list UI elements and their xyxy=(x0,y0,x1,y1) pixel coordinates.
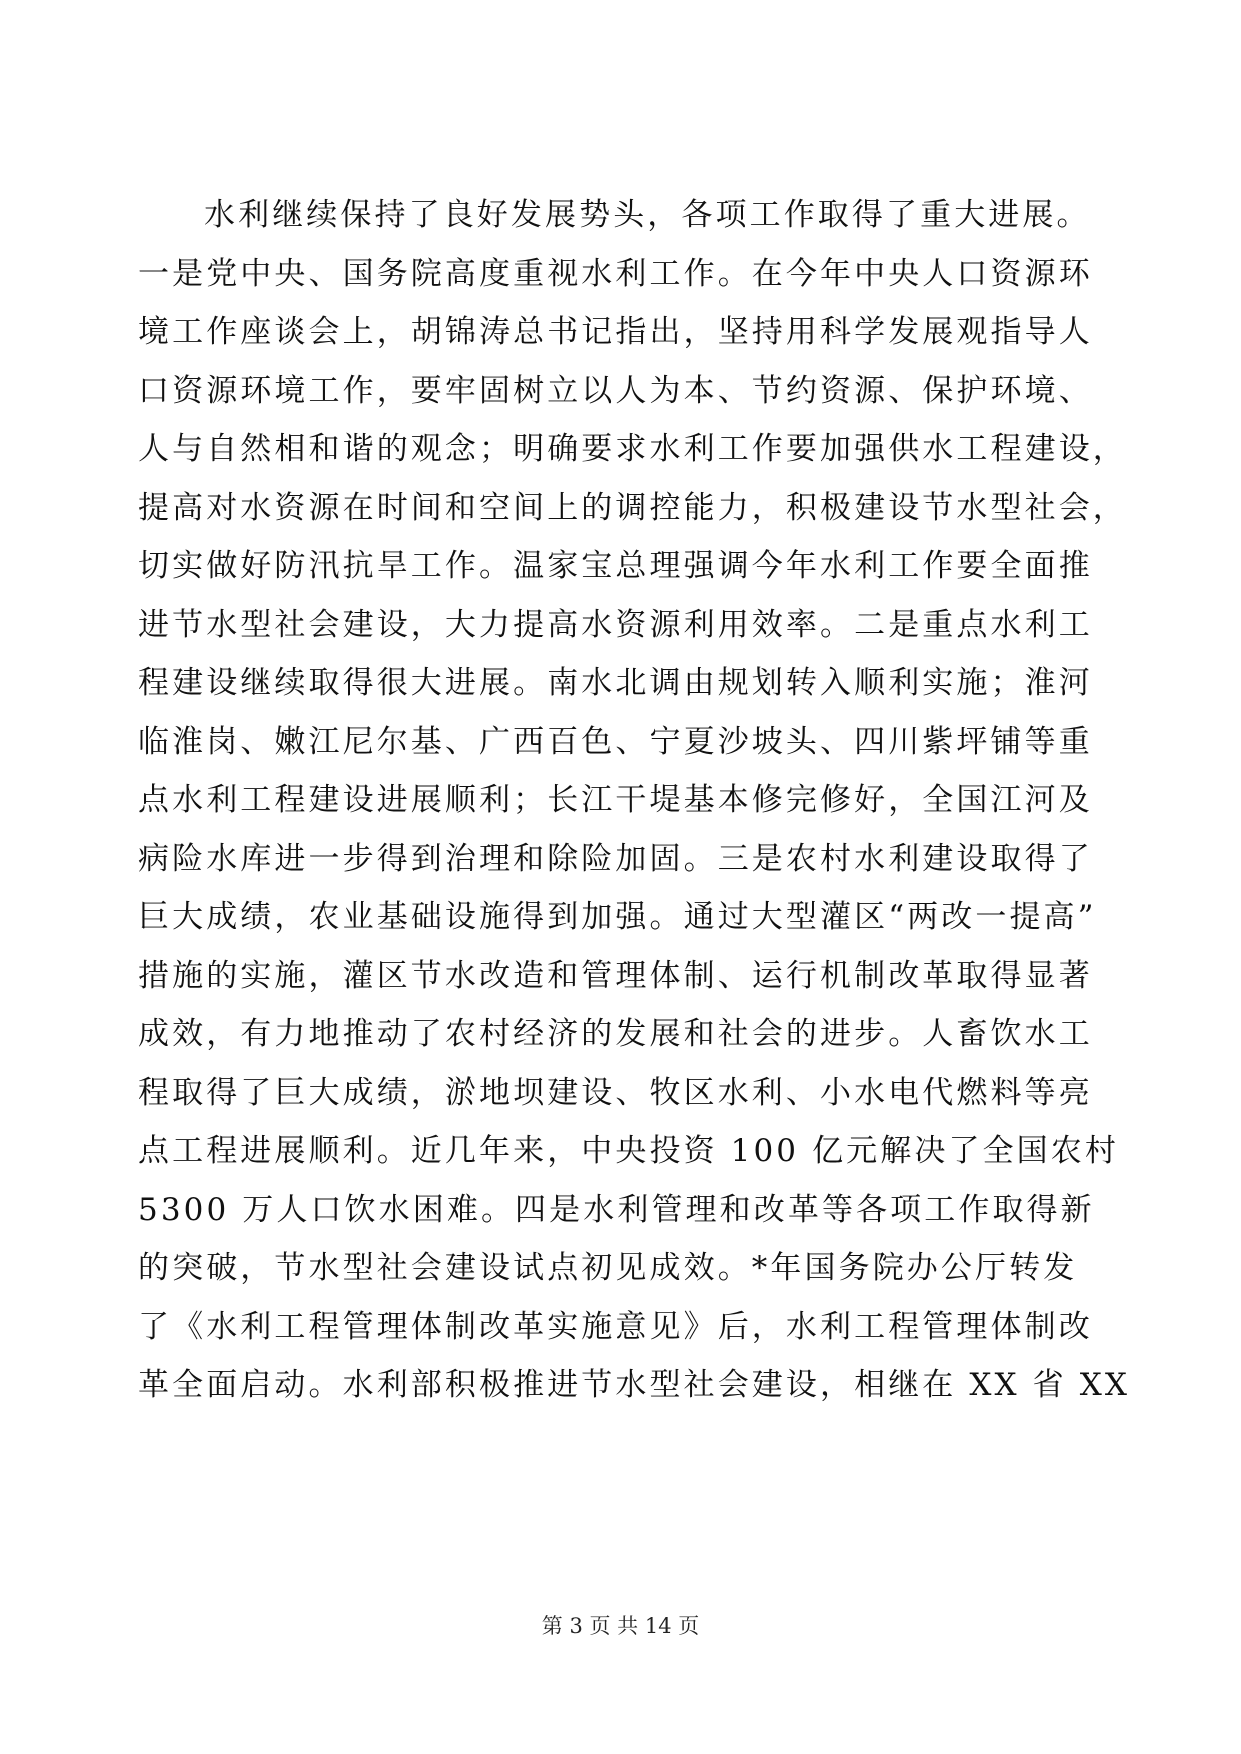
text-line: 进节水型社会建设，大力提高水资源利用效率。二是重点水利工 xyxy=(138,606,1093,643)
text-line: 5300 万人口饮水困难。四是水利管理和改革等各项工作取得新 xyxy=(138,1191,1095,1228)
text-line: 病险水库进一步得到治理和除险加固。三是农村水利建设取得了 xyxy=(138,840,1093,877)
text-line: 点工程进展顺利。近几年来，中央投资 100 亿元解决了全国农村 xyxy=(138,1133,1119,1169)
text-line: 成效，有力地推动了农村经济的发展和社会的进步。人畜饮水工 xyxy=(138,1016,1093,1052)
text-line: 点水利工程建设进展顺利；长江干堤基本修完修好，全国江河及 xyxy=(138,782,1093,818)
text-line: 巨大成绩，农业基础设施得到加强。通过大型灌区“两改一提高” xyxy=(138,899,1097,935)
text-line: 革全面启动。水利部积极推进节水型社会建设，相继在 XX 省 XX xyxy=(138,1367,1131,1403)
text-line: 水利继续保持了良好发展势头，各项工作取得了重大进展。 xyxy=(204,197,1091,233)
text-line: 口资源环境工作，要牢固树立以人为本、节约资源、保护环境、 xyxy=(138,372,1093,409)
text-line: 程取得了巨大成绩，淤地坝建设、牧区水利、小水电代燃料等亮 xyxy=(138,1074,1093,1111)
text-line: 的突破，节水型社会建设试点初见成效。*年国务院办公厅转发 xyxy=(138,1250,1078,1286)
text-line: 一是党中央、国务院高度重视水利工作。在今年中央人口资源环 xyxy=(138,255,1093,292)
text-line: 临淮岗、嫩江尼尔基、广西百色、宁夏沙坡头、四川紫坪铺等重 xyxy=(138,723,1093,760)
page-number-footer: 第 3 页 共 14 页 xyxy=(541,1614,700,1638)
text-line: 人与自然相和谐的观念；明确要求水利工作要加强供水工程建设， xyxy=(138,431,1127,467)
text-line: 程建设继续取得很大进展。南水北调由规划转入顺利实施；淮河 xyxy=(138,665,1093,701)
text-line: 境工作座谈会上，胡锦涛总书记指出，坚持用科学发展观指导人 xyxy=(138,314,1093,350)
text-line: 提高对水资源在时间和空间上的调控能力，积极建设节水型社会， xyxy=(138,489,1127,526)
text-line: 切实做好防汛抗旱工作。温家宝总理强调今年水利工作要全面推 xyxy=(138,548,1093,584)
text-line: 措施的实施，灌区节水改造和管理体制、运行机制改革取得显著 xyxy=(138,957,1093,994)
text-line: 了《水利工程管理体制改革实施意见》后，水利工程管理体制改 xyxy=(138,1308,1093,1345)
body-paragraph xyxy=(138,186,1131,1415)
